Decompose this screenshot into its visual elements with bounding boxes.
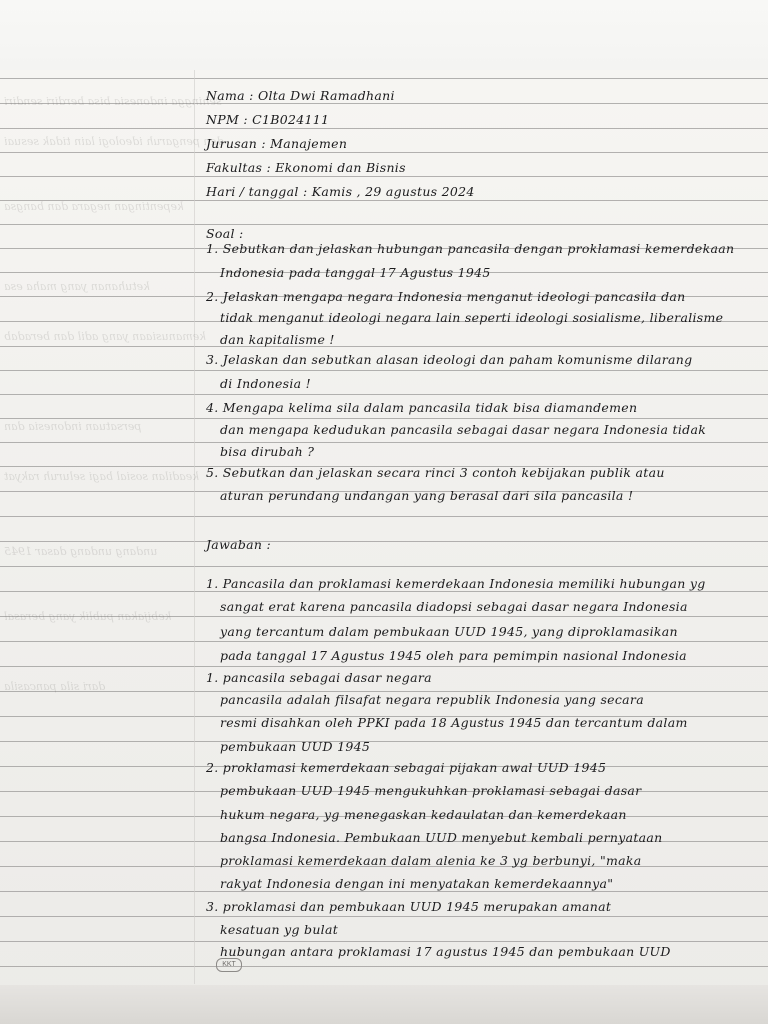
ruled-line — [0, 442, 768, 443]
ruled-line — [0, 591, 768, 592]
ruled-line — [0, 346, 768, 347]
ruled-line — [0, 541, 768, 542]
ruled-line — [0, 891, 768, 892]
answer-line: bangsa Indonesia. Pembukaan UUD menyebut kembali pernyataan — [220, 830, 663, 845]
answer-line: resmi disahkan oleh PPKI pada 18 Agustus 1945 dan tercantum dalam — [220, 715, 688, 730]
answer-line: rakyat Indonesia dengan ini menyatakan kemerdekaannya" — [220, 876, 614, 891]
ruled-line — [0, 418, 768, 419]
question-line: 1. Sebutkan dan jelaskan hubungan pancasila dengan proklamasi kemerdekaan — [206, 241, 735, 256]
answer-line: pembukaan UUD 1945 mengukuhkan proklamasi sebagai dasar — [220, 783, 642, 798]
answer-line: hubungan antara proklamasi 17 agustus 1945 dan pembukaan UUD — [220, 944, 671, 959]
ruled-line — [0, 641, 768, 642]
answer-line: 1. pancasila sebagai dasar negara — [206, 670, 432, 685]
student-name: Nama : Olta Dwi Ramadhani — [206, 88, 395, 103]
questions-heading: Soal : — [206, 226, 244, 241]
ruled-line — [0, 78, 768, 79]
ruled-line — [0, 666, 768, 667]
ruled-line — [0, 741, 768, 742]
question-line: aturan perundang undangan yang berasal dari sila pancasila ! — [220, 488, 634, 503]
answer-line: sangat erat karena pancasila diadopsi sebagai dasar negara Indonesia — [220, 599, 688, 614]
question-line: 5. Sebutkan dan jelaskan secara rinci 3 contoh kebijakan publik atau — [206, 465, 665, 480]
ruled-line — [0, 152, 768, 153]
answer-line: proklamasi kemerdekaan dalam alenia ke 3 yg berbunyi, "maka — [220, 853, 642, 868]
question-line: dan kapitalisme ! — [220, 332, 335, 347]
answer-line: 1. Pancasila dan proklamasi kemerdekaan Indonesia memiliki hubungan yg — [206, 576, 706, 591]
question-line: di Indonesia ! — [220, 376, 311, 391]
margin-line — [194, 70, 195, 984]
ruled-line — [0, 966, 768, 967]
answer-line: pada tanggal 17 Agustus 1945 oleh para pemimpin nasional Indonesia — [220, 648, 687, 663]
answer-line: 2. proklamasi kemerdekaan sebagai pijakan awal UUD 1945 — [206, 760, 607, 775]
ruled-line — [0, 516, 768, 517]
ruled-line — [0, 941, 768, 942]
ruled-line — [0, 916, 768, 917]
question-line: bisa dirubah ? — [220, 444, 315, 459]
notebook-page: sehingga indonesia bisa berdiri sendiri dan pengaruh ideologi lain tidak sesuai kepentingan negara dan bangsa ketuhanan yang maha esa kemanusiaan yang adil dan beradab persatuan indonesia dan keadilan sosial bagi seluruh rakyat undang undang dasar 1945 kebijakan publik yang berasal dari sila pancasila Nama : Olta Dwi Ramadhani NPM : C1B024111 Jurusan : Manajemen Fakultas : Ekonomi dan Bisnis Hari / tanggal : Kamis , 29 agustus 2024 Soal : 1. Sebutkan dan jelaskan hubungan pancasila dengan proklamasi kemerdekaan Indonesia pada tanggal 17 Agustus 1945 2. Jelaskan mengapa negara Indonesia menganut ideologi pancasila dan tidak menganut ideologi negara lain seperti ideologi sosialisme, liberalisme dan kapitalisme ! 3. Jelaskan dan sebutkan alasan ideologi dan paham komunisme dilarang di Indonesia ! 4. Mengapa kelima sila dalam pancasila tidak bisa diamandemen dan mengapa kedudukan pancasila sebagai dasar negara Indonesia tidak bisa dirubah ? 5. Sebutkan dan jelaskan secara rinci 3 contoh kebijakan publik atau aturan perundang undangan yang berasal dari sila pancasila ! Jawaban : 1. Pancasila dan proklamasi kemerdekaan Indonesia memiliki hubungan yg sangat erat karena pancasila diadopsi sebagai dasar negara Indonesia yang tercantum dalam pembukaan UUD 1945, yang diproklamasikan pada tanggal 17 Agustus 1945 oleh para pemimpin nasional Indonesia 1. pancasila sebagai dasar negara pancasila adalah filsafat negara republik Indonesia yang secara resmi disahkan oleh PPKI pada 18 Agustus 1945 dan tercantum dalam pembukaan UUD 1945 2. proklamasi kemerdekaan sebagai pijakan awal UUD 1945 pembukaan UUD 1945 mengukuhkan proklamasi sebagai dasar hukum negara, yg menegaskan kedaulatan dan kemerdekaan bangsa Indonesia. Pembukaan UUD menyebut kembali pernyataan proklamasi kemerdekaan dalam alenia ke 3 yg berbunyi, "maka rakyat Indonesia dengan ini menyatakan kemerdekaannya" 3. proklamasi dan pembukaan UUD 1945 merupakan amanat kesatuan yg bulat hubungan antara proklamasi 17 agustus 1945 dan pembukaan UUD KKT — [0, 0, 768, 1024]
student-major: Jurusan : Manajemen — [206, 136, 348, 151]
student-npm: NPM : C1B024111 — [206, 112, 330, 127]
question-line: tidak menganut ideologi negara lain seperti ideologi sosialisme, liberalisme — [220, 310, 724, 325]
page-bottom-edge — [0, 985, 768, 1024]
notebook-brand-mark: KKT — [216, 958, 242, 972]
question-line: dan mengapa kedudukan pancasila sebagai dasar negara Indonesia tidak — [220, 422, 707, 437]
ruled-line — [0, 370, 768, 371]
date-line: Hari / tanggal : Kamis , 29 agustus 2024 — [206, 184, 475, 199]
answer-line: kesatuan yg bulat — [220, 922, 339, 937]
question-line: 4. Mengapa kelima sila dalam pancasila tidak bisa diamandemen — [206, 400, 638, 415]
question-line: Indonesia pada tanggal 17 Agustus 1945 — [220, 265, 491, 280]
page-top-margin — [0, 0, 768, 70]
answers-heading: Jawaban : — [206, 537, 272, 552]
question-line: 3. Jelaskan dan sebutkan alasan ideologi dan paham komunisme dilarang — [206, 352, 693, 367]
ruled-line — [0, 394, 768, 395]
student-faculty: Fakultas : Ekonomi dan Bisnis — [206, 160, 406, 175]
answer-line: hukum negara, yg menegaskan kedaulatan dan kemerdekaan — [220, 807, 627, 822]
answer-line: yang tercantum dalam pembukaan UUD 1945, yang diproklamasikan — [220, 624, 678, 639]
ruled-line — [0, 224, 768, 225]
answer-line: pancasila adalah filsafat negara republik Indonesia yang secara — [220, 692, 644, 707]
ruled-line — [0, 176, 768, 177]
question-line: 2. Jelaskan mengapa negara Indonesia menganut ideologi pancasila dan — [206, 289, 686, 304]
answer-line: 3. proklamasi dan pembukaan UUD 1945 merupakan amanat — [206, 899, 612, 914]
answer-line: pembukaan UUD 1945 — [220, 739, 371, 754]
ruled-line — [0, 128, 768, 129]
ruled-line — [0, 566, 768, 567]
